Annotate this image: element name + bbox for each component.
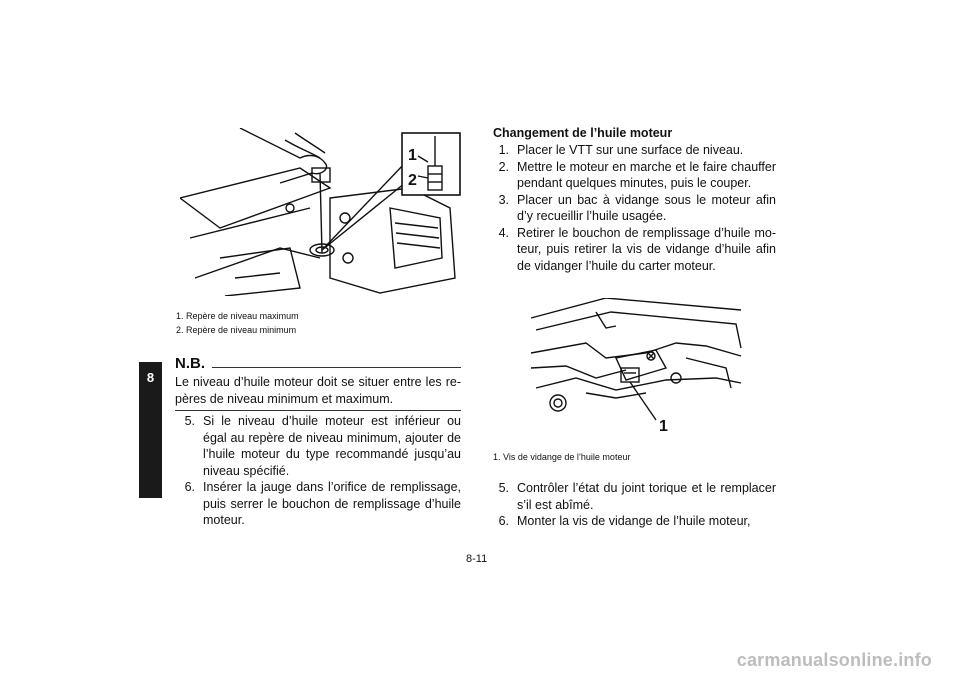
list-item: 5. Si le niveau d’huile moteur est inférieur ou égal au repère de niveau minimum, ajouter de l’huile moteur du type recommandé jusqu’au niveau spécifié. [184,414,461,478]
caption-item: 2. Repère de niveau minimum [176,325,297,335]
list-item: 1. Placer le VTT sur une surface de niveau. [498,143,744,157]
figure2-caption: 1. Vis de vidange de l’huile moteur [493,452,631,462]
callout-1: 1 [408,147,417,164]
figure1-captions [176,309,299,337]
list-item: 2. Mettre le moteur en marche et le faire chauffer pendant quelques minutes, puis le couper. [498,159,776,190]
right-list [489,142,776,274]
page-number: 8-11 [466,553,488,565]
nb-bottom-rule [175,410,461,411]
list-item: 4. Retirer le bouchon de remplissage d’huile mo-teur, puis retirer la vis de vidange d’huile afin de vidanger l’huile du carter moteur. [498,225,776,273]
watermark: carmanualsonline.info [736,650,932,670]
nb-title: N.B. [175,355,205,372]
list-item: 6. Monter la vis de vidange de l’huile moteur, [498,514,751,528]
left-list [175,413,461,529]
list-item: 3. Placer un bac à vidange sous le moteur afin d’y recueillir l’huile usagée. [498,192,776,223]
nb-text: Le niveau d’huile moteur doit se situer entre les re-pères de niveau minimum et maximum. [175,375,461,406]
callout-2: 2 [408,172,417,189]
list-item: 6. Insérer la jauge dans l’orifice de remplissage, puis serrer le bouchon de remplissage d’huile moteur. [184,480,461,527]
nb-rule [212,367,461,368]
right-list-2 [489,480,776,530]
callout-1: 1 [659,418,668,435]
drain-bolt-illustration [526,298,748,438]
list-item: 5. Contrôler l’état du joint torique et le remplacer s’il est abîmé. [498,481,776,512]
caption-item: 1. Repère de niveau maximum [176,311,299,321]
section-tab: 8 [139,362,162,498]
dipstick-illustration [180,128,462,296]
section-title: Changement de l’huile moteur [493,126,673,140]
